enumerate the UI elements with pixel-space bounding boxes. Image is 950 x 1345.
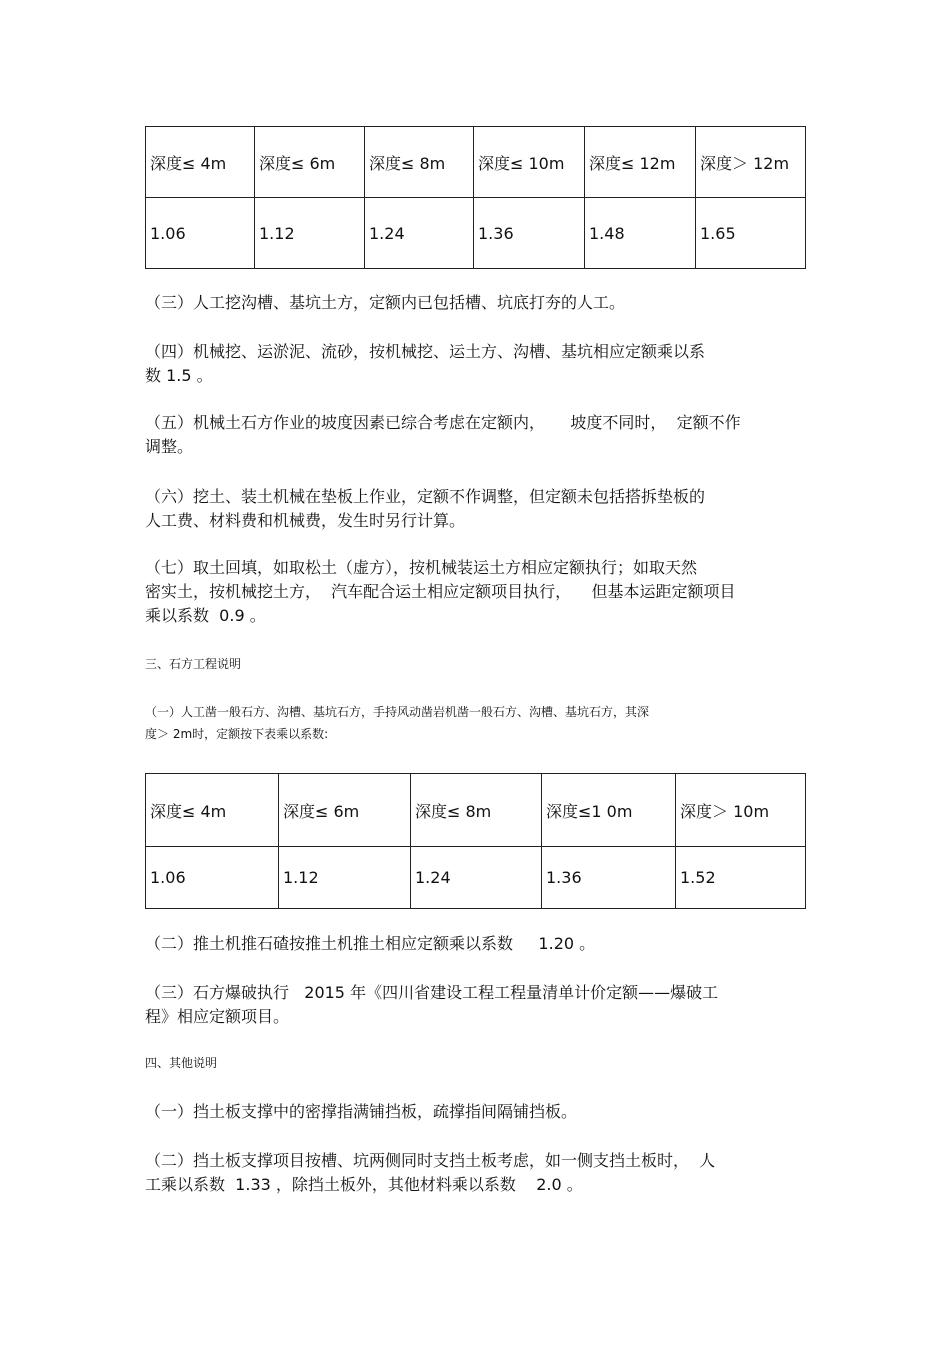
paragraph-pad-board: （六）挖土、装土机械在垫板上作业，定额不作调整，但定额未包括搭拆垫板的 人工费、材料费和机械费，发生时另行计算。 [145,487,706,530]
value-cell: 1.65 [696,198,806,269]
value-cell: 1.24 [411,847,542,909]
header-cell: 深度≤ 4m [146,127,255,198]
section-heading-other: 四、其他说明 [145,1056,218,1070]
header-cell: 深度≤ 6m [279,774,411,847]
paragraph-one-side-support: （二）挡土板支撑项目按槽、坑两侧同时支挡土板考虑，如一侧支挡土板时， 人 工乘以系数 1.33 ，除挡土板外，其他材料乘以系数 2.0 。 [145,1151,716,1194]
section-heading-rock: 三、石方工程说明 [145,657,242,671]
paragraph-blasting: （三）石方爆破执行 2015 年《四川省建设工程工程量清单计价定额——爆破工 程》相应定额项目。 [145,983,719,1026]
header-cell: 深度≤ 4m [146,774,279,847]
paragraph-retaining-support: （一）挡土板支撑中的密撑指满铺挡板，疏撑指间隔铺挡板。 [145,1102,578,1121]
header-cell: 深度＞ 10m [676,774,806,847]
value-cell: 1.12 [255,198,365,269]
paragraph-manual-trench: （三）人工挖沟槽、基坑土方，定额内已包括槽、坑底打夯的人工。 [145,293,626,312]
paragraph-mechanical-silt: （四）机械挖、运淤泥、流砂，按机械挖、运土方、沟槽、基坑相应定额乘以系 数 1.5 。 [145,342,706,385]
header-cell: 深度≤ 10m [474,127,585,198]
table-header-row [146,774,806,847]
paragraph-backfill: （七）取土回填，如取松土（虚方），按机械装运土方相应定额执行；如取天然 密实土，按机械挖土方， 汽车配合运土相应定额项目执行， 但基本运距定额项目 乘以系数 0.9 。 [145,558,736,625]
value-cell: 1.12 [279,847,411,909]
table-row [146,847,806,909]
header-cell: 深度≤ 8m [411,774,542,847]
table-header-row [146,127,806,198]
header-cell: 深度≤ 12m [585,127,696,198]
value-cell: 1.36 [542,847,676,909]
value-cell: 1.06 [146,847,279,909]
value-cell: 1.48 [585,198,696,269]
table-row [146,198,806,269]
value-cell: 1.36 [474,198,585,269]
header-cell: 深度＞ 12m [696,127,806,198]
header-cell: 深度≤1 0m [542,774,676,847]
value-cell: 1.06 [146,198,255,269]
depth-coefficient-table-earth [145,126,806,269]
value-cell: 1.52 [676,847,806,909]
header-cell: 深度≤ 8m [365,127,474,198]
paragraph-bulldozer: （二）推土机推石碴按推土机推土相应定额乘以系数 1.20 。 [145,934,596,953]
paragraph-rock-intro: （一）人工凿一般石方、沟槽、基坑石方，手持风动凿岩机凿一般石方、沟槽、基坑石方，其深 度＞ 2m时，定额按下表乘以系数: [145,705,650,741]
value-cell: 1.24 [365,198,474,269]
paragraph-slope-factor: （五）机械土石方作业的坡度因素已综合考虑在定额内， 坡度不同时， 定额不作 调整。 [145,413,741,456]
depth-coefficient-table-rock [145,773,806,909]
header-cell: 深度≤ 6m [255,127,365,198]
